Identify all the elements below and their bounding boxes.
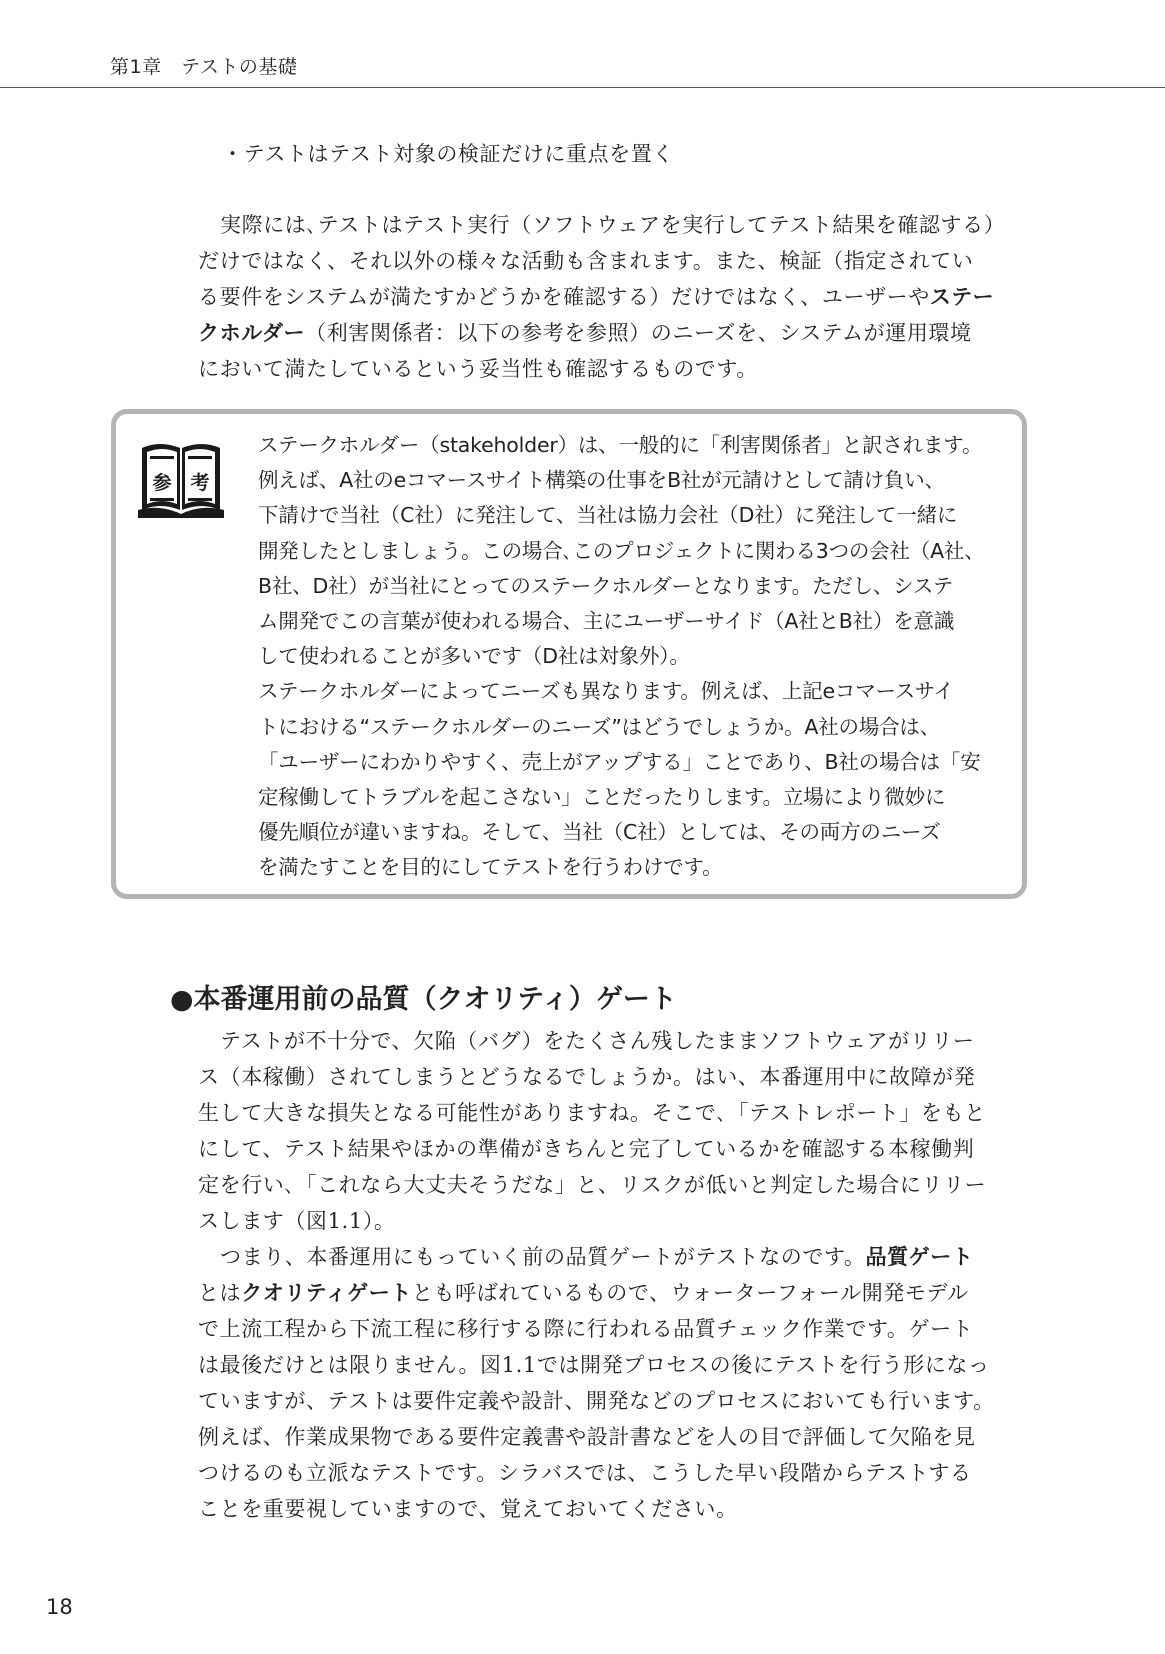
reference-line: して使われることが多いです（D社は対象外）。 [258,644,690,669]
icon-label-right: 考 [190,472,210,494]
paragraph-line [198,279,1033,315]
paragraph-line: 生して大きな損失となる可能性がありますね。そこで､「テストレポート」をもと [198,1101,986,1125]
paragraph-line: 例えば、作業成果物である要件定義書や設計書などを人の目で評価して欠陥を見 [198,1425,976,1449]
paragraph-line: は最後だけとは限りません。図1.1では開発プロセスの後にテストを行う形になっ [198,1353,990,1377]
text-span: とも呼ばれているもので、ウォーターフォール開発モデル [411,1281,969,1305]
section-paragraph [198,1023,1033,1527]
paragraph-line: テストが不十分で、欠陥（バグ）をたくさん残したままソフトウェアがリリー [220,1029,975,1053]
paragraph-line: ことを重要視していますので、覚えておいてください。 [198,1497,738,1521]
term-stakeholder-part2: クホルダー [198,321,306,345]
paragraph-line: 定を行い､「これなら大丈夫そうだな」と、リスクが低いと判定した場合にリリー [198,1173,987,1197]
reference-line: ム開発でこの言葉が使われる場合、主にユーザーサイド（A社とB社）を意識 [258,608,955,633]
term-quality-gate-katakana: クオリティゲート [241,1281,412,1305]
icon-label-left: 参 [152,472,172,494]
paragraph-line [198,315,1033,351]
term-quality-gate: 品質ゲート [865,1245,974,1269]
text-span: （利害関係者：以下の参考を参照）のニーズを、システムが運用環境 [305,321,972,345]
reference-line: 優先順位が違いますね。そして、当社（C社）としては、その両方のニーズ [258,820,941,845]
page-number: 18 [46,1595,73,1619]
paragraph-line: 実際には､テストはテスト実行（ソフトウェアを実行してテスト結果を確認する） [220,213,1006,237]
paragraph-line [198,1275,1033,1311]
text-span: とは [198,1281,242,1305]
section-heading: ●本番運用前の品質（クオリティ）ゲート [170,984,677,1015]
text-span: る要件をシステムが満たすかどうかを確認する）だけではなく、ユーザーや [198,285,930,309]
paragraph-line: ていますが、テストは要件定義や設計、開発などのプロセスにおいても行います。 [198,1389,995,1413]
reference-line: ステークホルダー（stakeholder）は、一般的に「利害関係者」と訳されます。 [258,433,983,457]
reference-line: 「ユーザーにわかりやすく、売上がアップする」ことであり、B社の場合は「安 [258,749,981,774]
term-stakeholder-part1: ステー [929,285,995,309]
paragraph-line: つけるのも立派なテストです。シラバスでは、こうした早い段階からテストする [198,1461,972,1485]
text-span: つまり、本番運用にもっていく前の品質ゲートがテストなのです。 [220,1245,866,1269]
paragraph-line: にして、テスト結果やほかの準備がきちんと完了しているかを確認する本稼働判 [198,1137,975,1161]
paragraph-line: ス（本稼働）されてしまうとどうなるでしょうか。はい、本番運用中に故障が発 [198,1065,976,1089]
paragraph-line: で上流工程から下流工程に移行する際に行われる品質チェック作業です。ゲート [198,1317,974,1341]
reference-line: 例えば、A社のeコマースサイト構築の仕事をB社が元請けとして請け負い、 [258,468,945,493]
reference-line: 下請けで当社（C社）に発注して、当社は協力会社（D社）に発注して一緒に [258,503,958,528]
paragraph-line [198,1239,1033,1275]
reference-line: ステークホルダーによってニーズも異なります。例えば、上記eコマースサイ [258,679,954,704]
intro-paragraph [198,207,1033,387]
reference-line: 開発したとしましょう。この場合､このプロジェクトに関わる3つの会社（A社、 [258,538,985,563]
running-header [0,0,1165,88]
chapter-title: 第1章 テストの基礎 [110,56,298,78]
reference-line: B社、D社）が当社にとってのステークホルダーとなります。ただし、システ [258,573,954,598]
reference-text [258,428,1018,885]
bullet-point: ・テストはテスト対象の検証だけに重点を置く [222,142,674,166]
reference-line: トにおける“ステークホルダーのニーズ”はどうでしょうか。A社の場合は、 [258,714,941,739]
paragraph-line: において満たしているという妥当性も確認するものです。 [198,357,758,381]
paragraph-line: スします（図1.1）。 [198,1209,396,1233]
paragraph-line: だけではなく、それ以外の様々な活動も含まれます。また、検証（指定されてい [198,249,974,273]
reference-line: 定稼働してトラブルを起こさない」ことだったりします。立場により微妙に [258,784,946,809]
book-reference-icon [138,440,224,518]
reference-line: を満たすことを目的にしてテストを行うわけです。 [258,855,723,880]
